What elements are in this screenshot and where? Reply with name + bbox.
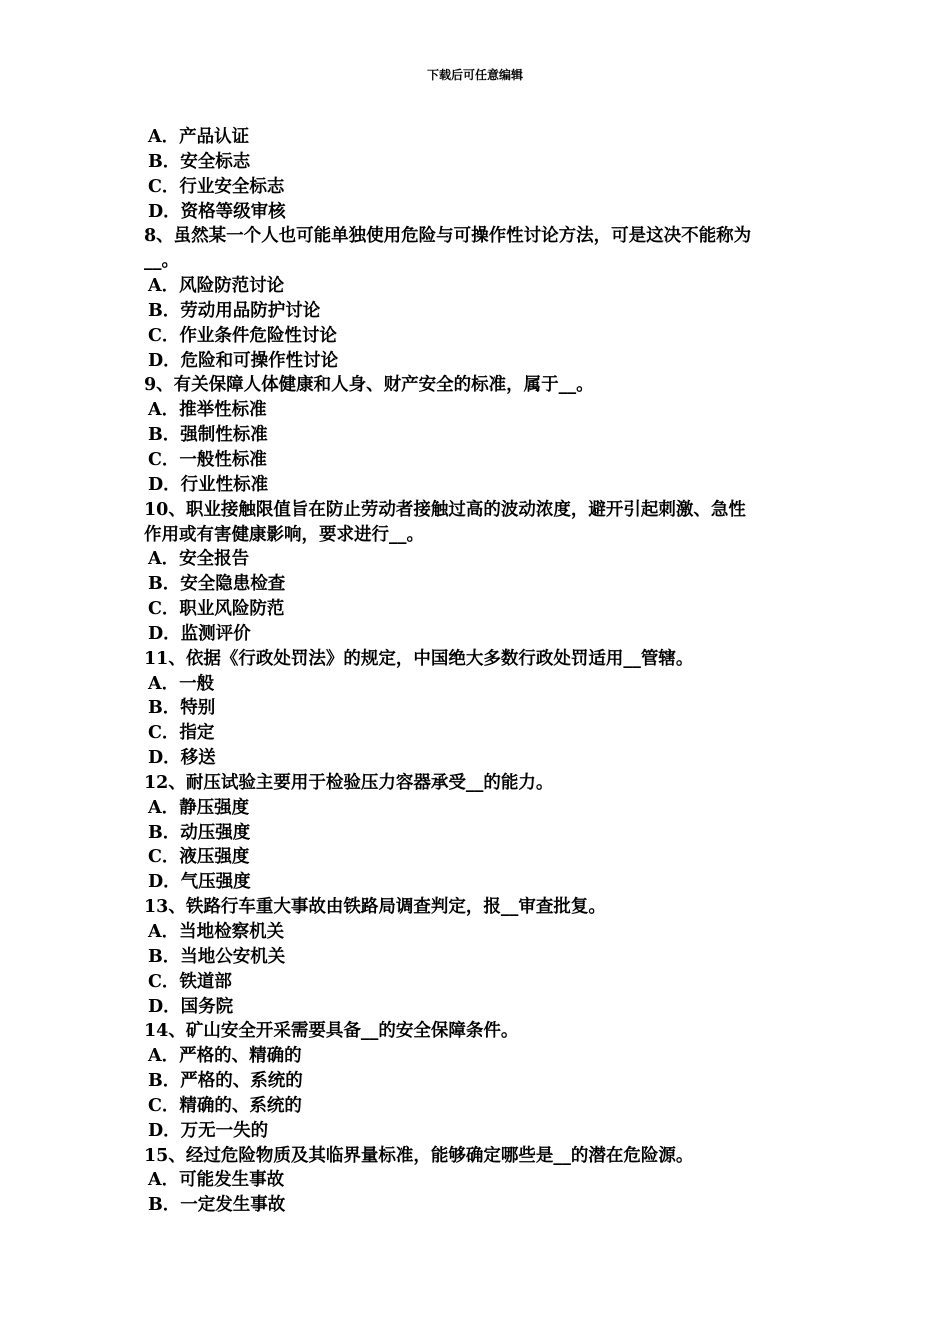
answer-option: D．国务院 <box>148 996 234 1017</box>
answer-option: D．万无一失的 <box>148 1120 269 1141</box>
question-text: 13、铁路行车重大事故由铁路局调查判定，报__审查批复。 <box>144 897 606 918</box>
answer-option: B．动压强度 <box>148 822 251 843</box>
answer-option: C．液压强度 <box>148 847 250 868</box>
answer-option: A．静压强度 <box>148 797 250 818</box>
answer-option: B．一定发生事故 <box>148 1195 286 1216</box>
answer-option: A．可能发生事故 <box>148 1170 285 1191</box>
answer-option: B．劳动用品防护讨论 <box>148 300 321 321</box>
answer-option: C．职业风险防范 <box>148 599 285 620</box>
question-text: 12、耐压试验主要用于检验压力容器承受__的能力。 <box>144 772 554 793</box>
question-text: 14、矿山安全开采需要具备__的安全保障条件。 <box>144 1021 519 1042</box>
answer-option: A．风险防范讨论 <box>148 276 285 297</box>
answer-option: C．行业安全标志 <box>148 176 285 197</box>
answer-option: B．强制性标准 <box>148 425 268 446</box>
answer-option: B．安全隐患检查 <box>148 574 286 595</box>
answer-option: C．指定 <box>148 723 215 744</box>
answer-option: D．行业性标准 <box>148 474 269 495</box>
answer-option: B．特别 <box>148 698 216 719</box>
answer-option: D．监测评价 <box>148 623 251 644</box>
question-text: 9、有关保障人体健康和人身、财产安全的标准，属于__。 <box>144 375 594 396</box>
answer-option: D．资格等级审核 <box>148 201 286 222</box>
answer-option: B．当地公安机关 <box>148 946 286 967</box>
question-text: 11、依据《行政处罚法》的规定，中国绝大多数行政处罚适用__管辖。 <box>144 648 694 669</box>
answer-option: C．一般性标准 <box>148 449 267 470</box>
answer-option: A．安全报告 <box>148 549 250 570</box>
answer-option: A．产品认证 <box>148 127 250 147</box>
answer-option: C．精确的、系统的 <box>148 1095 302 1116</box>
question-text: __。 <box>144 251 179 272</box>
answer-option: D．危险和可操作性讨论 <box>148 350 339 371</box>
answer-option: D．移送 <box>148 748 216 769</box>
answer-option: A．严格的、精确的 <box>148 1046 302 1067</box>
question-list <box>144 125 812 1218</box>
question-text: 10、职业接触限值旨在防止劳动者接触过高的波动浓度，避开引起刺激、急性 <box>144 499 746 520</box>
question-text: 8、虽然某一个人也可能单独使用危险与可操作性讨论方法，可是这决不能称为 <box>144 226 752 247</box>
answer-option: A．当地检察机关 <box>148 922 285 942</box>
answer-option: B．安全标志 <box>148 151 251 172</box>
answer-option: D．气压强度 <box>148 872 251 893</box>
answer-option: C．铁道部 <box>148 971 232 992</box>
page-header: 下载后可任意编辑 <box>426 68 523 82</box>
answer-option: B．严格的、系统的 <box>148 1071 303 1092</box>
question-text: 15、经过危险物质及其临界量标准，能够确定哪些是__的潜在危险源。 <box>144 1145 694 1166</box>
answer-option: A．一般 <box>148 673 215 694</box>
question-text: 作用或有害健康影响，要求进行__。 <box>144 524 424 545</box>
answer-option: A．推举性标准 <box>148 400 267 421</box>
answer-option: C．作业条件危险性讨论 <box>148 325 337 346</box>
